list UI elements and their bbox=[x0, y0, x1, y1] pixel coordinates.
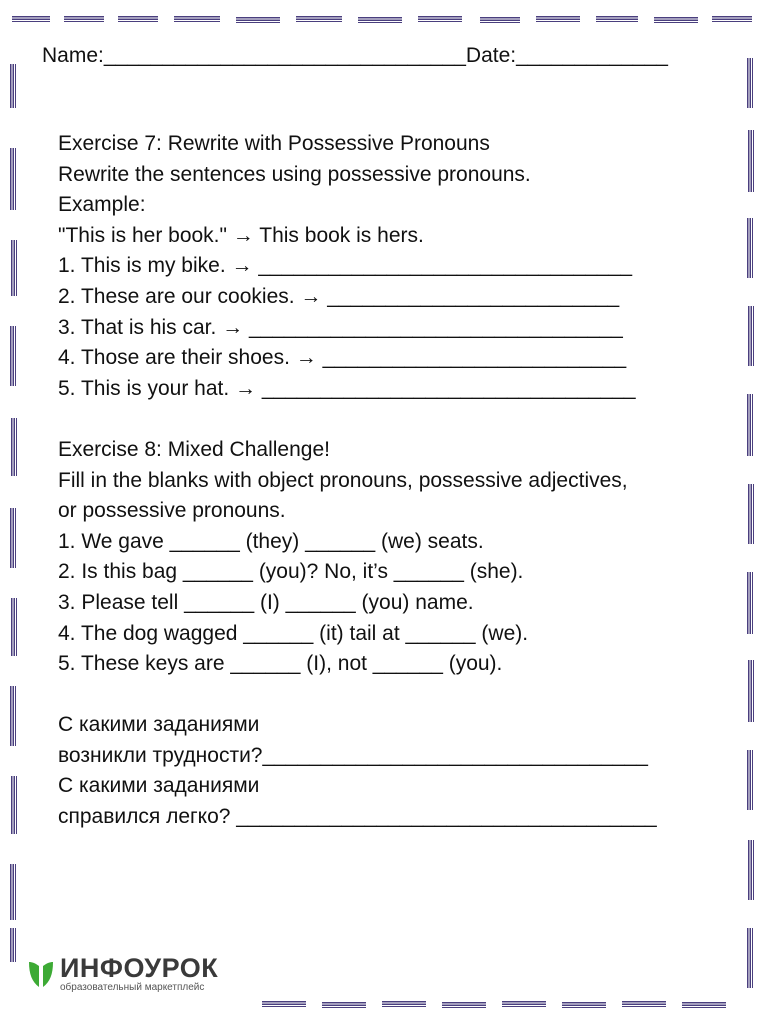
exercise-8-item-2[interactable]: 2. Is this bag ______ (you)? No, it’s ______ (she). bbox=[58, 560, 524, 584]
worksheet-content bbox=[58, 129, 718, 833]
exercise-8 bbox=[58, 435, 718, 680]
exercise-8-item-3[interactable]: 3. Please tell ______ (I) ______ (you) name. bbox=[58, 590, 474, 614]
exercise-7-item-3[interactable]: 3. That is his car. → ________________________________ bbox=[58, 315, 623, 339]
spacer bbox=[58, 404, 718, 435]
exercise-7-item-5[interactable]: 5. This is your hat. → ________________________________ bbox=[58, 376, 636, 400]
name-date-line bbox=[42, 44, 668, 68]
date-field[interactable]: _____________ bbox=[516, 44, 668, 67]
exercise-8-instruction-line-1: Fill in the blanks with object pronouns, possessive adjectives, bbox=[58, 468, 628, 492]
logo-subtitle: образовательный маркетплейс bbox=[60, 982, 205, 993]
reflection-q2-line-1: С какими заданиями bbox=[58, 774, 260, 798]
date-label: Date: bbox=[465, 44, 517, 67]
reflection-q1-line-1: С какими заданиями bbox=[58, 713, 260, 737]
reflection-q1-line-2[interactable]: возникли трудности?_________________________________ bbox=[58, 743, 648, 767]
spacer bbox=[58, 680, 718, 711]
exercise-8-item-5[interactable]: 5. These keys are ______ (I), not ______ (you). bbox=[58, 652, 503, 676]
exercise-7-item-2[interactable]: 2. These are our cookies. → _________________________ bbox=[58, 284, 620, 308]
reflection-q2-line-2[interactable]: справился легко? ____________________________________ bbox=[58, 805, 657, 829]
name-field[interactable]: _______________________________ bbox=[103, 44, 466, 67]
logo-title: ИНФОУРОК bbox=[60, 953, 219, 983]
exercise-7-instruction: Rewrite the sentences using possessive pronouns. bbox=[58, 162, 531, 186]
exercise-7-example-label: Example: bbox=[58, 193, 146, 217]
exercise-7-example: "This is her book." → This book is hers. bbox=[58, 223, 424, 247]
infourok-logo bbox=[26, 954, 218, 994]
exercise-7 bbox=[58, 129, 718, 404]
exercise-8-title: Exercise 8: Mixed Challenge! bbox=[58, 437, 330, 461]
exercise-7-item-4[interactable]: 4. Those are their shoes. → __________________________ bbox=[58, 346, 627, 370]
exercise-8-item-1[interactable]: 1. We gave ______ (they) ______ (we) seats. bbox=[58, 529, 484, 553]
exercise-7-item-1[interactable]: 1. This is my bike. → ________________________________ bbox=[58, 254, 633, 278]
reflection bbox=[58, 710, 718, 832]
exercise-7-title: Exercise 7: Rewrite with Possessive Pronouns bbox=[58, 132, 490, 155]
name-label: Name: bbox=[42, 44, 104, 67]
infourok-leaf-icon bbox=[26, 954, 56, 990]
exercise-8-instruction-line-2: or possessive pronouns. bbox=[58, 499, 286, 523]
exercise-8-item-4[interactable]: 4. The dog wagged ______ (it) tail at ______ (we). bbox=[58, 621, 529, 645]
